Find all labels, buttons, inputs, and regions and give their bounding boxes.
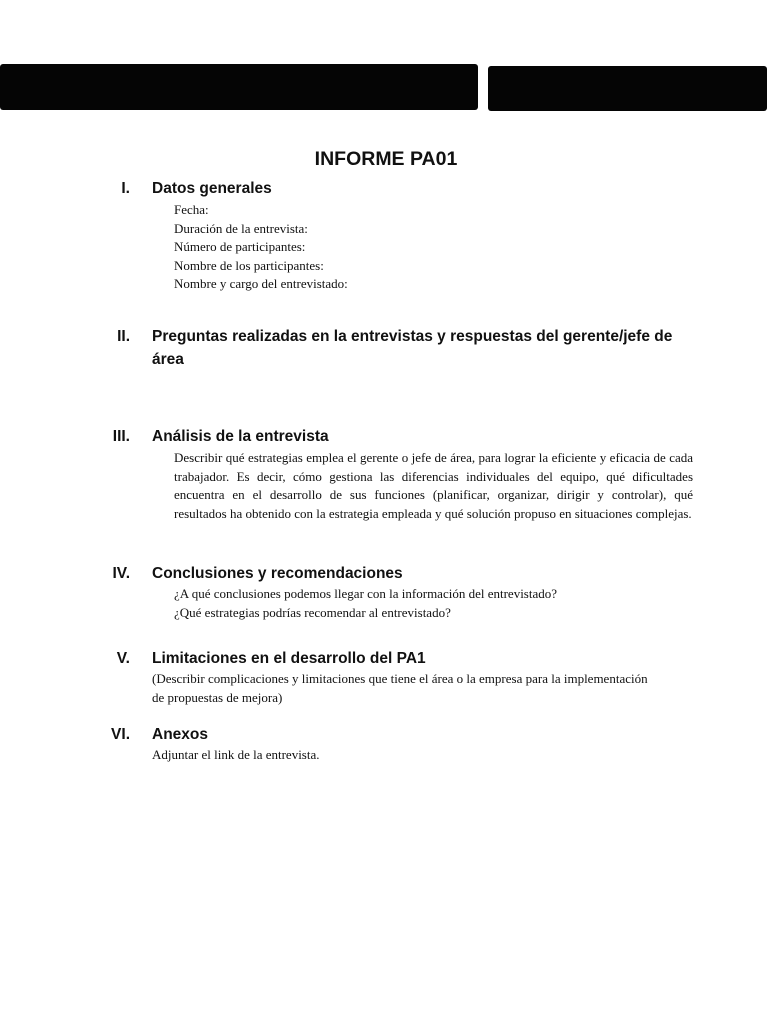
section-number: VI. bbox=[111, 726, 130, 743]
section-number: II. bbox=[117, 328, 130, 345]
section-number: IV. bbox=[112, 565, 130, 582]
section-heading: Conclusiones y recomendaciones bbox=[152, 565, 403, 582]
section-number: I. bbox=[121, 180, 130, 197]
field-nombre-cargo: Nombre y cargo del entrevistado: bbox=[174, 276, 348, 291]
section-heading: Limitaciones en el desarrollo del PA1 bbox=[152, 650, 426, 667]
question-line: ¿A qué conclusiones podemos llegar con la información del entrevistado? bbox=[174, 586, 558, 601]
header-black-bar-left bbox=[0, 64, 478, 110]
section-heading: Análisis de la entrevista bbox=[152, 428, 329, 445]
field-duracion: Duración de la entrevista: bbox=[174, 220, 308, 236]
section-number: III. bbox=[112, 428, 130, 445]
section-paragraph: Describir qué estrategias emplea el gerente o jefe de área, para lograr la eficiente y eficacia de cada trabajador. Es decir, cómo gestiona las diferencias individuales del equipo, qué dificultades encuentra en el desarrollo de sus funciones (planificar, organizar, dirigir y controlar), qué resultados ha obtenido con la estrategia empleada y qué solución propuso en situaciones complejas. bbox=[174, 450, 693, 521]
field-numero-participantes: Número de participantes: bbox=[174, 239, 306, 254]
section-heading: Datos generales bbox=[152, 180, 272, 197]
header-black-bar-right bbox=[488, 66, 767, 111]
question-line: ¿Qué estrategias podrías recomendar al entrevistado? bbox=[174, 604, 451, 620]
field-fecha: Fecha: bbox=[174, 202, 209, 217]
section-heading: Anexos bbox=[152, 726, 208, 743]
section-heading: Preguntas realizadas en la entrevistas y respuestas del gerente/jefe de área bbox=[152, 328, 673, 368]
description-line: Adjuntar el link de la entrevista. bbox=[152, 747, 320, 762]
field-nombre-participantes: Nombre de los participantes: bbox=[174, 257, 324, 273]
section-number: V. bbox=[116, 650, 130, 667]
document-title: INFORME PA01 bbox=[314, 148, 458, 170]
description-line: (Describir complicaciones y limitaciones que tiene el área o la empresa para la implementación bbox=[152, 671, 648, 686]
description-line: de propuestas de mejora) bbox=[152, 689, 283, 705]
